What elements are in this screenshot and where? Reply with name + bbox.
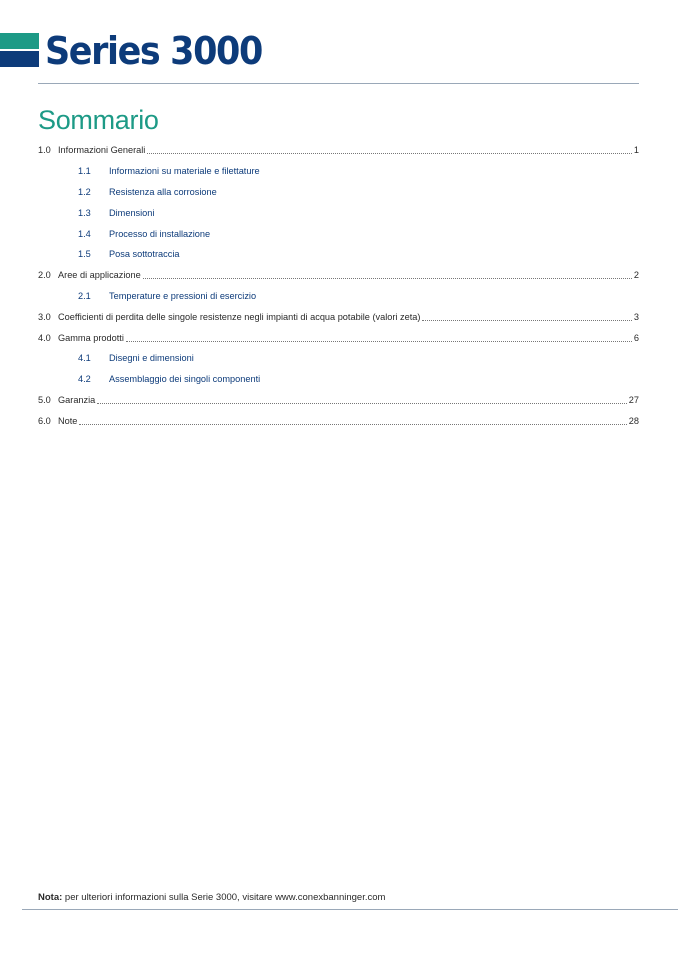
toc-entry[interactable] <box>38 265 639 286</box>
toc-subentry-label: Resistenza alla corrosione <box>109 186 217 197</box>
toc-subentry[interactable] <box>38 244 639 265</box>
toc-subentry-label: Informazioni su materiale e filettature <box>109 166 260 177</box>
toc-leader-dots <box>422 311 631 321</box>
toc-entry-number: 1.0 <box>38 145 51 156</box>
toc-subentry-number: 1.2 <box>78 186 91 197</box>
toc-leader-dots <box>126 332 632 342</box>
toc-subentry[interactable] <box>38 286 639 307</box>
toc-subentry[interactable] <box>38 223 639 244</box>
toc-subentry-number: 1.5 <box>78 249 91 260</box>
toc-entry[interactable] <box>38 140 639 161</box>
toc-leader-dots <box>79 415 626 425</box>
toc-subentry-label: Temperature e pressioni di esercizio <box>109 290 257 301</box>
series-logo-text: Series 3000 <box>45 29 262 73</box>
toc-subentry-number: 1.3 <box>78 207 91 218</box>
brand-mark-green-bar <box>0 33 39 49</box>
toc-entry-page: 2 <box>633 270 639 281</box>
toc-entry-number: 5.0 <box>38 394 51 405</box>
toc-subentry-label: Disegni e dimensioni <box>109 353 194 364</box>
toc-leader-dots <box>143 269 632 279</box>
toc-entry-number: 4.0 <box>38 332 51 343</box>
toc-leader-dots <box>147 144 632 154</box>
toc-subentry-number: 4.1 <box>78 353 91 364</box>
toc-subentry[interactable] <box>38 369 639 390</box>
toc-entry-page: 6 <box>633 332 639 343</box>
toc-entry-page: 3 <box>633 311 639 322</box>
toc-subentry-number: 4.2 <box>78 374 91 385</box>
header-divider <box>38 83 639 84</box>
toc-entry-label: Aree di applicazione <box>58 270 141 281</box>
toc-subentry-label: Processo di installazione <box>109 228 211 239</box>
toc-subentry[interactable] <box>38 161 639 182</box>
toc-entry-number: 6.0 <box>38 415 51 426</box>
brand-mark-blue-bar <box>0 51 39 67</box>
table-of-contents <box>38 140 639 431</box>
toc-subentry[interactable] <box>38 202 639 223</box>
toc-entry-page: 27 <box>628 394 639 405</box>
toc-entry-label: Informazioni Generali <box>58 145 146 156</box>
toc-entry[interactable] <box>38 410 639 431</box>
toc-entry-label: Note <box>58 415 78 426</box>
toc-entry-number: 2.0 <box>38 270 51 281</box>
footer-divider <box>22 909 678 910</box>
toc-subentry-label: Assemblaggio dei singoli componenti <box>109 374 261 385</box>
footer-note-label: Nota: <box>38 892 63 903</box>
footer-note <box>38 892 385 903</box>
toc-entry-page: 1 <box>633 145 639 156</box>
toc-title: Sommario <box>38 105 159 135</box>
toc-subentry[interactable] <box>38 348 639 369</box>
brand-mark <box>0 33 39 67</box>
toc-subentry-label: Posa sottotraccia <box>109 249 180 260</box>
toc-subentry-number: 2.1 <box>78 290 91 301</box>
toc-subentry[interactable] <box>38 182 639 203</box>
toc-subentry-number: 1.4 <box>78 228 91 239</box>
toc-subentry-number: 1.1 <box>78 166 91 177</box>
footer-note-text: per ulteriori informazioni sulla Serie 3000, visitare www.conexbanninger.com <box>62 892 386 903</box>
toc-entry[interactable] <box>38 306 639 327</box>
toc-entry-label: Gamma prodotti <box>58 332 124 343</box>
toc-leader-dots <box>97 394 626 404</box>
toc-entry-label: Coefficienti di perdita delle singole resistenze negli impianti di acqua potabile (valori zeta) <box>58 311 421 322</box>
toc-entry-number: 3.0 <box>38 311 51 322</box>
toc-entry-label: Garanzia <box>58 394 96 405</box>
toc-entry[interactable] <box>38 390 639 411</box>
toc-subentry-label: Dimensioni <box>109 207 155 218</box>
toc-entry[interactable] <box>38 327 639 348</box>
toc-entry-page: 28 <box>628 415 639 426</box>
